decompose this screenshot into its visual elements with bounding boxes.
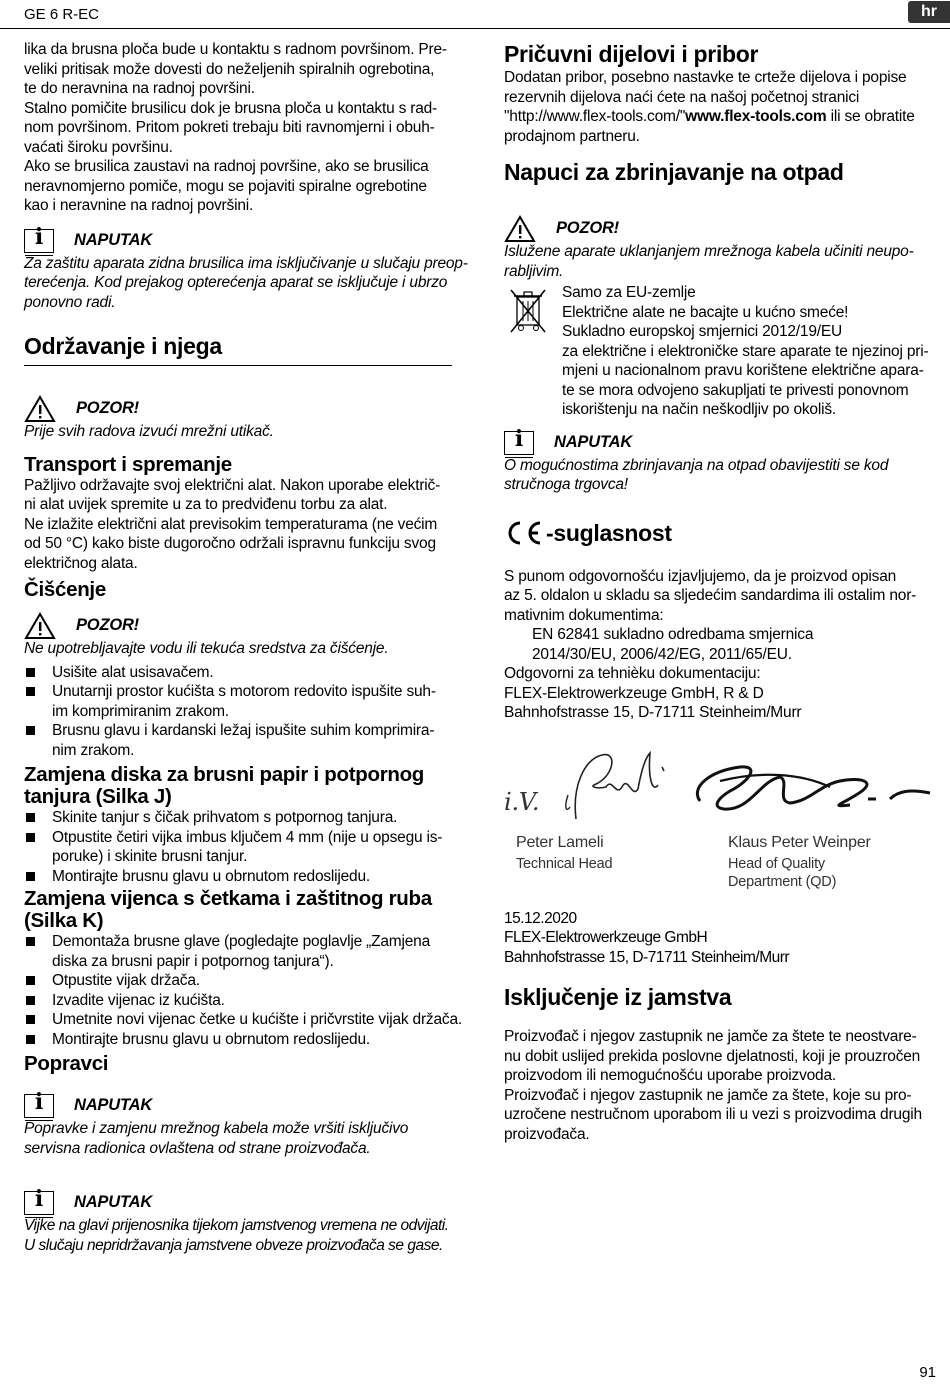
parts-title: Pričuvni dijelovi i pribor <box>504 41 759 67</box>
language-badge: hr <box>908 1 950 23</box>
warning-triangle-icon <box>504 215 536 243</box>
text-line: U slučaju nepridržavanja jamstvene obveze proizvođača se gase. <box>24 1236 443 1254</box>
text-line: Bahnhofstrasse 15, D-71711 Steinheim/Murr <box>504 948 790 966</box>
parts-paragraph: Dodatan pribor, posebno nastavke te crteže dijelova i popise rezervnih dijelova naći ćete na našoj početnoj stranici "http://www.flex-tools.com/"www.flex-tools.com ili se obratite prodajnom partneru. <box>504 68 946 146</box>
text-line: Ne izlažite električni alat previsokim temperaturama (ne većim <box>24 515 438 533</box>
text-line: od 50 °C) kako biste dugoročno održali ispravnu funkciju svog <box>24 535 436 552</box>
info-icon: i <box>24 1191 54 1215</box>
page-number: 91 <box>919 1364 936 1381</box>
text-line: mjeni u nacionalnom pravu korištene električne apara- <box>562 362 924 379</box>
warning-disposal <box>504 216 946 242</box>
text-line: proizvođača. <box>504 1125 590 1143</box>
text-line: Za zaštitu aparata zidna brusilica ima isključivanje u slučaju preop- <box>24 254 468 272</box>
list-item: Montirajte brusnu glavu u obrnutom redoslijedu. <box>24 867 472 887</box>
text-line: Bahnhofstrasse 15, D-71711 Steinheim/Murr <box>504 704 802 721</box>
text-line: O mogućnostima zbrinjavanja na otpad obavijestiti se kod <box>504 456 889 474</box>
right-column <box>504 40 946 1144</box>
warning-label: POZOR! <box>556 219 619 238</box>
text-line: tanjura (Silka J) <box>24 785 172 808</box>
text-line: Pažljivo održavajte svoj električni alat. Nakon uporabe električ- <box>24 476 441 494</box>
text-line: Vijke na glavi prijenosnika tijekom jamstvenog vremena ne odvijati. <box>24 1217 449 1234</box>
list-item: Brusnu glavu i kardanski ležaj ispušite suhim komprimira- nim zrakom. <box>24 721 472 760</box>
text-line: mativnim dokumentima: <box>504 606 664 624</box>
signature-lameli <box>554 737 684 827</box>
text-line: Stalno pomičite brusilicu dok je brusna ploča u kontaktu s rad- <box>24 99 438 117</box>
note-overload <box>24 223 472 254</box>
text-line: stručnoga trgovca! <box>504 476 628 493</box>
warning-unplug-text: Prije svih radova izvući mrežni utikač. <box>24 423 274 440</box>
text-line: EN 62841 sukladno odredbama smjernica <box>532 626 814 643</box>
note-repair-text <box>24 1119 472 1158</box>
text-line: Električne alate ne bacajte u kućno smeće! <box>562 303 849 321</box>
text-line: FLEX-Elektrowerkzeuge GmbH, R & D <box>504 684 764 702</box>
text-line: Samo za EU-zemlje <box>562 284 696 301</box>
cleaning-title: Čišćenje <box>24 578 106 601</box>
warning-triangle-icon <box>24 612 56 640</box>
text-line: Proizvođač i njegov zastupnik ne jamče za štete te neostvare- <box>504 1028 917 1045</box>
text-line: nom površinom. Pritom pokreti trebaju biti ravnomjerni i obuh- <box>24 119 435 136</box>
text-line: Islužene aparate uklanjanjem mrežnoga kabela učiniti neupo- <box>504 243 914 260</box>
signer1-role: Technical Head <box>516 855 613 872</box>
header-rule <box>0 28 950 29</box>
text-line: Popravke i zamjenu mrežnog kabela može vršiti isključivo <box>24 1120 409 1137</box>
left-column <box>24 40 472 1255</box>
signer1-name: Peter Lameli <box>516 833 604 851</box>
text-line: te se mora odvojeno sakupljati te privesti ponovnom <box>562 381 909 399</box>
text-line: 2014/30/EU, 2006/42/EG, 2011/65/EU. <box>532 645 792 663</box>
text-line: veliki pritisak može dovesti do neželjenih spiralnih ogrebotina, <box>24 60 435 78</box>
warning-label: POZOR! <box>76 616 139 635</box>
signer2-role-line2: Department (QD) <box>728 873 837 890</box>
text-line: kao i neravnine na radnoj površini. <box>24 197 254 214</box>
note-disposal <box>504 425 946 456</box>
ring-list <box>24 932 472 1049</box>
note-disposal-text <box>504 456 946 495</box>
ce-standards <box>504 625 946 664</box>
text-line: ponovno radi. <box>24 293 116 311</box>
list-item: Usišite alat usisavačem. <box>24 663 472 683</box>
signer2-name: Klaus Peter Weinper <box>728 833 871 851</box>
text-line: vaćati široku površinu. <box>24 138 173 156</box>
text-line: terećenja. Kod prejakog opterećenja aparat se isključuje i ubrzo <box>24 274 448 291</box>
text-line: az 5. oldalon u skladu sa sljedećim sandardima ili ostalim nor- <box>504 587 917 604</box>
text-line: lika da brusna ploča bude u kontaktu s radnom površinom. Pre- <box>24 41 447 58</box>
text-line: rezervnih dijelova naći ćete na našoj početnoj stranici <box>504 88 860 106</box>
maintenance-title: Održavanje i njega <box>24 333 222 359</box>
list-item: Otpustite vijak držača. <box>24 971 472 991</box>
text-line: za električne i elektroničke stare aparate te njezinoj pri- <box>562 342 929 360</box>
ce-mark-icon <box>504 520 544 546</box>
warning-unplug <box>24 396 472 422</box>
transport-paragraph <box>24 476 472 574</box>
text-line: Proizvođač i njegov zastupnik ne jamče za štete, koje su pro- <box>504 1086 912 1104</box>
list-item: Izvadite vijenac iz kućišta. <box>24 991 472 1011</box>
note-overload-text <box>24 254 472 313</box>
note-label: NAPUTAK <box>554 432 633 451</box>
signer2-role-line1: Head of Quality <box>728 855 825 872</box>
text-line: (Silka K) <box>24 909 104 932</box>
warranty-title: Isključenje iz jamstva <box>504 984 732 1010</box>
intro-paragraph <box>24 40 472 216</box>
warning-disposal-text <box>504 242 946 281</box>
text-line: 15.12.2020 <box>504 909 577 927</box>
eu-text <box>504 283 946 420</box>
text-line: Zamjena vijenca s četkama i zaštitnog ruba <box>24 887 432 910</box>
list-item: Montirajte brusnu glavu u obrnutom redoslijedu. <box>24 1030 472 1050</box>
transport-title: Transport i spremanje <box>24 452 232 476</box>
text-line: Zamjena diska za brusni papir i potpornog <box>24 763 425 786</box>
note-screws-text <box>24 1216 472 1255</box>
text-line: FLEX-Elektrowerkzeuge GmbH <box>504 929 708 946</box>
info-icon: i <box>504 431 534 455</box>
ce-title: -suglasnost <box>504 519 946 547</box>
crossed-bin-icon <box>508 287 548 335</box>
iv-label: i.V. <box>504 787 540 816</box>
list-item: Unutarnji prostor kućišta s motorom redovito ispušite suh- im komprimiranim zrakom. <box>24 682 472 721</box>
text-line: nu dobit uslijed prekida poslovne djelatnosti, koji je prouzročen <box>504 1047 921 1065</box>
ring-title <box>24 888 472 932</box>
text-line: uzročene nestručnom uporabom ili u vezi s proizvodima drugih <box>504 1106 922 1123</box>
signature-block <box>504 723 946 890</box>
eu-block <box>504 283 946 420</box>
text-line: Ako se brusilica zaustavi na radnoj površine, ako se brusilica <box>24 158 429 175</box>
header-model: GE 6 R-EC <box>24 6 100 23</box>
text-line: Sukladno europskoj smjernici 2012/19/EU <box>562 323 842 340</box>
list-item: Umetnite novi vijenac četke u kućište i pričvrstite vijak držača. <box>24 1010 472 1030</box>
note-screws <box>24 1186 472 1216</box>
disc-title <box>24 764 472 808</box>
list-item: Otpustite četiri vijka imbus ključem 4 mm (nije u opsegu is- poruke) i skinite brusni tanjur. <box>24 828 472 867</box>
ce-responsible <box>504 664 946 723</box>
text-line: Odgovorni za tehnièku dokumentaciju: <box>504 665 761 682</box>
warning-water-text: Ne upotrebljavajte vodu ili tekuća sredstva za čišćenje. <box>24 640 389 657</box>
note-label: NAPUTAK <box>74 1096 153 1115</box>
info-icon: i <box>24 229 54 253</box>
text-line: električnog alata. <box>24 554 138 572</box>
list-item: Demontaža brusne glave (pogledajte poglavlje „Zamjena diska za brusni papir i potpornog tanjura“). <box>24 932 472 971</box>
list-item: Skinite tanjur s čičak prihvatom s potpornog tanjura. <box>24 808 472 828</box>
disposal-title: Napuci za zbrinjavanje na otpad <box>504 159 844 185</box>
ce-paragraph <box>504 567 946 626</box>
warning-triangle-icon <box>24 395 56 423</box>
warning-label: POZOR! <box>76 399 139 418</box>
text-line: ni alat uvijek spremite u za to predviđenu torbu za alat. <box>24 496 388 513</box>
repair-title: Popravci <box>24 1052 109 1075</box>
disc-list <box>24 808 472 886</box>
note-repair <box>24 1089 472 1119</box>
date-block <box>504 909 946 968</box>
cleaning-list <box>24 663 472 761</box>
note-label: NAPUTAK <box>74 230 153 249</box>
note-label: NAPUTAK <box>74 1193 153 1212</box>
signature-weinper <box>680 751 940 831</box>
parts-link[interactable]: www.flex-tools.com <box>685 108 827 125</box>
parts-link-plain[interactable]: "http://www.flex-tools.com/" <box>504 108 686 125</box>
text-line: iskorištenju na način neškodljiv po okoliš. <box>562 401 836 418</box>
text-line: te do neravnina na radnoj površini. <box>24 80 255 97</box>
text-line: Dodatan pribor, posebno nastavke te crteže dijelova i popise <box>504 69 907 86</box>
text-line: S punom odgovornošću izjavljujemo, da je proizvod opisan <box>504 567 897 585</box>
warranty-paragraph <box>504 1027 946 1144</box>
text-line: proizvodom ili nemogućnošću uporabe proizvoda. <box>504 1067 836 1084</box>
text-line: neravnomjerno pomiče, mogu se pojaviti spiralne ogrebotine <box>24 177 427 195</box>
warning-water <box>24 613 472 639</box>
text-line: servisna radionica ovlaštena od strane proizvođača. <box>24 1139 371 1157</box>
info-icon: i <box>24 1094 54 1118</box>
text-line: rabljivim. <box>504 262 564 280</box>
